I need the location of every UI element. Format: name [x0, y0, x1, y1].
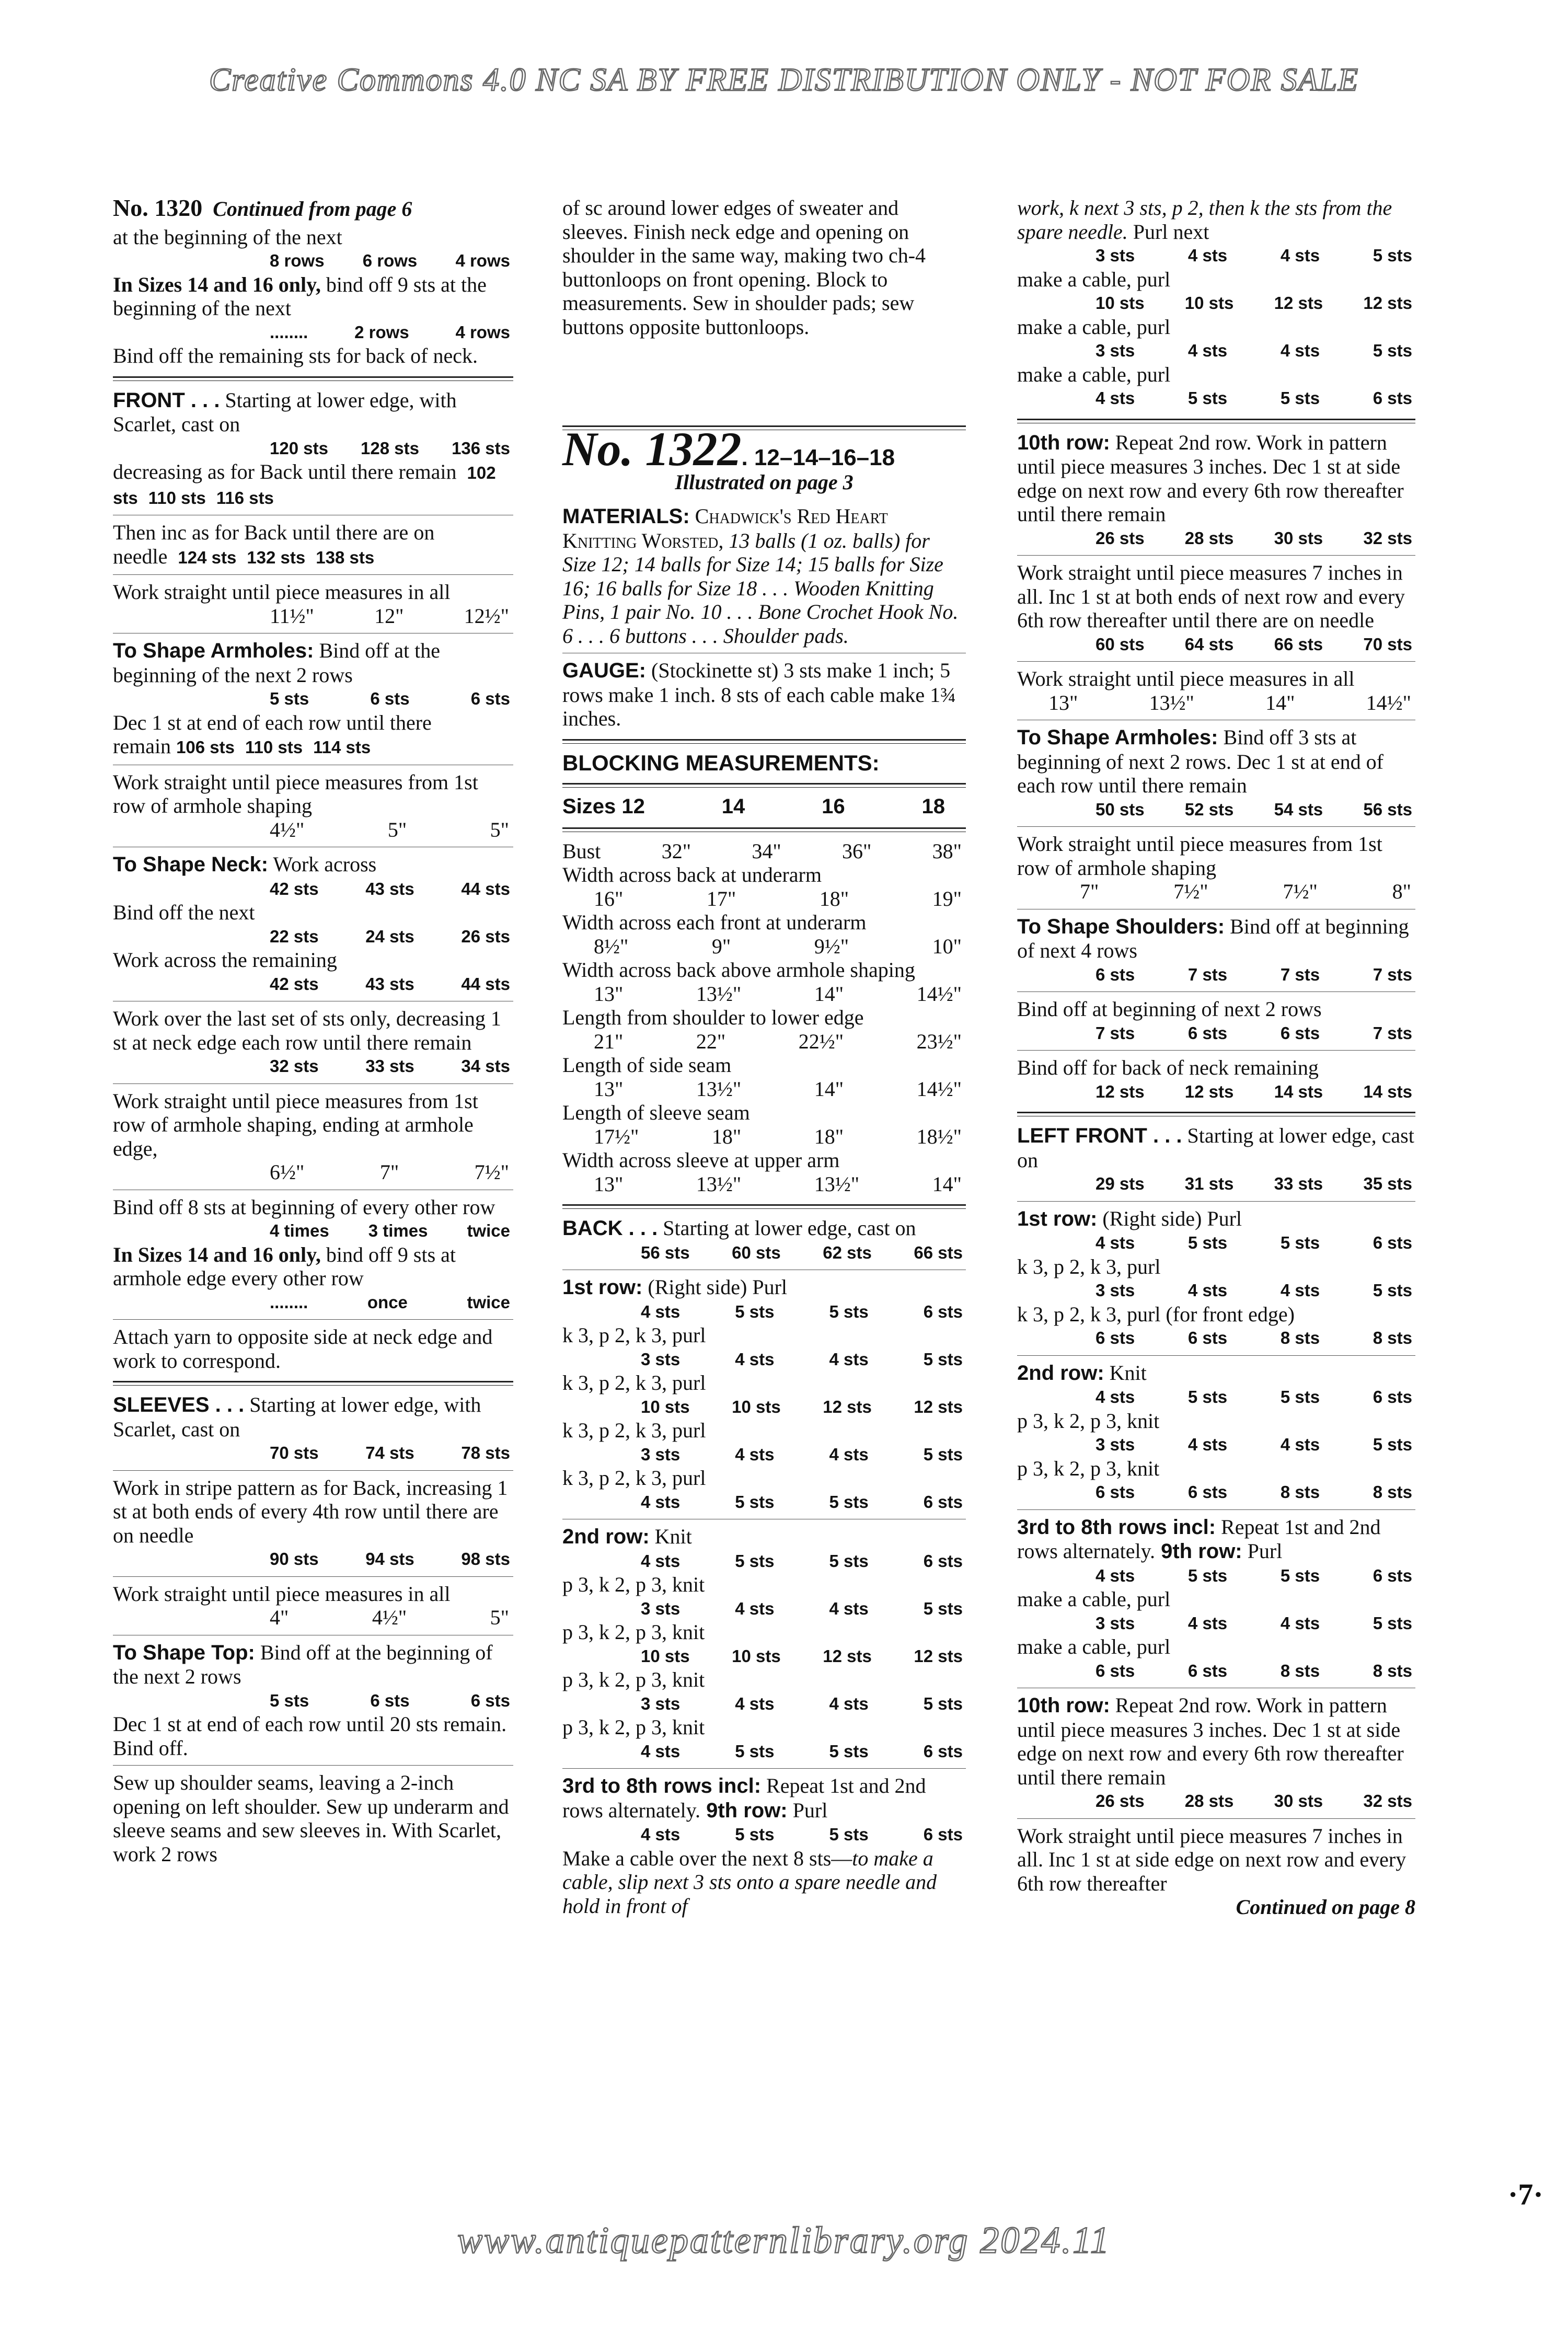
text: Work across the remaining: [113, 948, 337, 972]
divider: [1017, 1818, 1415, 1819]
text: k 3, p 2, k 3, purl: [562, 1371, 706, 1394]
section-heading: BLOCKING MEASUREMENTS:: [562, 750, 880, 775]
values: 3 sts 4 sts 4 sts 5 sts: [641, 1598, 963, 1618]
text: p 3, k 2, p 3, knit: [562, 1620, 705, 1644]
gauge: GAUGE: (Stockinette st) 3 sts make 1 inch; 5 rows make 1 inch. 8 sts of each cable make 1¾ inches.: [562, 659, 956, 730]
values: 3 sts 4 sts 4 sts 5 sts: [1096, 1613, 1412, 1633]
text: Bind off for back of neck remaining: [1017, 1056, 1319, 1079]
values: 32 sts 33 sts 34 sts: [270, 1056, 510, 1076]
values: 13" 13½" 14" 14½": [594, 982, 962, 1006]
values: 22 sts 24 sts 26 sts: [270, 926, 510, 946]
values: ........ once twice: [270, 1292, 510, 1312]
text: p 3, k 2, p 3, knit: [562, 1668, 705, 1691]
text: k 3, p 2, k 3, purl: [562, 1466, 706, 1490]
values: 90 sts 94 sts 98 sts: [270, 1549, 510, 1569]
values: 13" 13½" 13½" 14": [594, 1172, 962, 1196]
text: Width across back at underarm: [562, 863, 822, 886]
text: Work straight until piece measures 7 inches in all. Inc 1 st at side edge on next row and every 6th row thereafter: [1017, 1824, 1406, 1895]
text: Length from shoulder to lower edge: [562, 1006, 864, 1029]
text: at the beginning of the next: [113, 225, 342, 249]
divider: [113, 1576, 513, 1577]
values: 6 sts 7 sts 7 sts 7 sts: [1096, 964, 1412, 984]
column-1: [113, 196, 513, 1866]
text: To Shape Armholes: Bind off 3 sts at beginning of next 2 rows. Dec 1 st at end of each row until there remain: [1017, 725, 1383, 797]
text: Dec 1 st at end of each row until 20 sts remain. Bind off.: [113, 1712, 507, 1760]
text: Width across sleeve at upper arm: [562, 1148, 840, 1172]
text: FRONT . . . Starting at lower edge, with Scarlet, cast on: [113, 388, 457, 436]
text: make a cable, purl: [1017, 1587, 1171, 1611]
values: Bust 32" 34" 36" 38": [562, 839, 962, 863]
values: 3 sts 4 sts 4 sts 5 sts: [1096, 341, 1412, 360]
text: Work straight until piece measures in all: [113, 1582, 451, 1606]
sizes-row: Sizes 12 14 16 18: [562, 795, 945, 818]
values: 26 sts 28 sts 30 sts 32 sts: [1096, 528, 1412, 548]
values: 4 sts 5 sts 5 sts 6 sts: [1096, 1565, 1412, 1585]
values: 17½" 18" 18" 18½": [594, 1124, 962, 1148]
divider: [1017, 1355, 1415, 1356]
pattern-title: No. 1322. 12–14–16–18: [562, 422, 895, 476]
values: 3 sts 4 sts 4 sts 5 sts: [1096, 246, 1412, 265]
values: 6½" 7" 7½": [270, 1160, 509, 1184]
values: 4 sts 5 sts 5 sts 6 sts: [1096, 1387, 1412, 1406]
materials: MATERIALS: Chadwick's Red Heart Knitting Worsted, 13 balls (1 oz. balls) for Size 12; 14 balls for Size 14; 15 balls for Size 16; 16 balls for Size 18 . . . Wooden Knitting Pins, 1 pair No. 10 . . . Bone Crochet Hook No. 6 . . . 6 buttons . . . Shoulder pads.: [562, 504, 959, 648]
text: Then inc as for Back until there are on needle 124 sts 132 sts 138 sts: [113, 521, 435, 568]
divider: [113, 1083, 513, 1084]
text: Sew up shoulder seams, leaving a 2-inch opening on left shoulder. Sew up underarm and sleeve seams and sew sleeves in. With Scarlet, work 2 rows: [113, 1771, 509, 1866]
values: 11½" 12" 12½": [270, 604, 509, 628]
text: Work straight until piece measures 7 inches in all. Inc 1 st at both ends of next row and every 6th row thereafter until there are on needle: [1017, 561, 1405, 632]
illustrated-note: Illustrated on page 3: [675, 470, 854, 494]
values: 29 sts 31 sts 33 sts 35 sts: [1096, 1174, 1412, 1193]
text: of sc around lower edges of sweater and sleeves. Finish neck edge and opening on shoulder in the same way, making two ch-4 buttonloops on front opening. Block to measurements. Sew in shoulder pads; sew buttons opposite buttonloops.: [562, 196, 926, 339]
text: make a cable, purl: [1017, 315, 1171, 339]
values: 70 sts 74 sts 78 sts: [270, 1443, 510, 1462]
text: k 3, p 2, k 3, purl (for front edge): [1017, 1302, 1295, 1326]
values: 3 sts 4 sts 4 sts 5 sts: [1096, 1281, 1412, 1300]
divider: [1017, 1112, 1415, 1116]
text: decreasing as for Back until there remain 102 sts 110 sts 116 sts: [113, 460, 496, 508]
text: make a cable, purl: [1017, 267, 1171, 291]
text: p 3, k 2, p 3, knit: [562, 1715, 705, 1739]
page-number: ·7·: [1508, 2177, 1543, 2211]
values: 4 sts 5 sts 5 sts 6 sts: [1096, 388, 1412, 408]
text: Bind off the remaining sts for back of neck.: [113, 344, 478, 367]
text: To Shape Shoulders: Bind off at beginning of next 4 rows: [1017, 914, 1409, 962]
values: 7 sts 6 sts 6 sts 7 sts: [1096, 1023, 1412, 1043]
divider: [562, 739, 966, 744]
license-banner: Creative Commons 4.0 NC SA BY FREE DISTRIBUTION ONLY - NOT FOR SALE: [209, 62, 1359, 98]
values: 8½" 9" 9½" 10": [594, 934, 962, 958]
text: To Shape Armholes: Bind off at the beginning of the next 2 rows: [113, 639, 440, 687]
text: 1st row: (Right side) Purl: [562, 1275, 788, 1299]
values: 10 sts 10 sts 12 sts 12 sts: [641, 1646, 963, 1666]
text: Work straight until piece measures from 1st row of armhole shaping: [113, 770, 478, 817]
values: 120 sts 128 sts 136 sts: [270, 438, 510, 458]
values: 16" 17" 18" 19": [594, 886, 962, 910]
values: 26 sts 28 sts 30 sts 32 sts: [1096, 1791, 1412, 1811]
text: Bind off the next: [113, 901, 255, 924]
text: 10th row: Repeat 2nd row. Work in pattern until piece measures 3 inches. Dec 1 st at side edge on next row and every 6th row thereafter until there remain: [1017, 1693, 1404, 1789]
divider: [113, 1470, 513, 1471]
divider: [113, 376, 513, 381]
values: 4½" 5" 5": [270, 817, 509, 841]
values: 4 sts 5 sts 5 sts 6 sts: [641, 1301, 963, 1321]
values: ........ 2 rows 4 rows: [270, 322, 510, 342]
values: 12 sts 12 sts 14 sts 14 sts: [1096, 1081, 1412, 1101]
text: Work in stripe pattern as for Back, increasing 1 st at both ends of every 4th row until there are on needle: [113, 1475, 508, 1547]
values: 4 sts 5 sts 5 sts 6 sts: [641, 1492, 963, 1512]
text: In Sizes 14 and 16 only, bind off 9 sts at armhole edge every other row: [113, 1242, 456, 1290]
text: k 3, p 2, k 3, purl: [1017, 1254, 1161, 1278]
values: 5 sts 6 sts 6 sts: [270, 1690, 510, 1710]
values: 3 sts 4 sts 4 sts 5 sts: [641, 1693, 963, 1713]
divider: [1017, 555, 1415, 556]
values: 4 sts 5 sts 5 sts 6 sts: [641, 1551, 963, 1571]
values: 13" 13½" 14" 14½": [594, 1077, 962, 1101]
values: 60 sts 64 sts 66 sts 70 sts: [1096, 634, 1412, 654]
text: make a cable, purl: [1017, 1635, 1171, 1658]
text: Bind off at beginning of next 2 rows: [1017, 997, 1322, 1021]
pattern-continued-heading: No. 1320 Continued from page 6: [113, 194, 412, 221]
text: 1st row: (Right side) Purl: [1017, 1206, 1242, 1230]
text: 3rd to 8th rows incl: Repeat 1st and 2nd rows alternately. 9th row: Purl: [562, 1774, 926, 1822]
text: 10th row: Repeat 2nd row. Work in pattern until piece measures 3 inches. Dec 1 st at side edge on next row and every 6th row thereafter until there remain: [1017, 430, 1404, 526]
values: 6 sts 6 sts 8 sts 8 sts: [1096, 1328, 1412, 1347]
text: Work straight until piece measures in all: [1017, 667, 1355, 690]
values: 3 sts 4 sts 4 sts 5 sts: [641, 1349, 963, 1369]
text: Work over the last set of sts only, decreasing 1 st at neck edge each row until there remain: [113, 1007, 501, 1054]
text: Work straight until piece measures from 1st row of armhole shaping: [1017, 832, 1382, 880]
column-3: [1017, 196, 1415, 1919]
footer-url: www.antiquepatternlibrary.org 2024.11: [457, 2219, 1111, 2261]
text: Attach yarn to opposite side at neck edge and work to correspond.: [113, 1325, 493, 1373]
divider: [113, 1765, 513, 1766]
values: 3 sts 4 sts 4 sts 5 sts: [1096, 1435, 1412, 1454]
continued-note: Continued on page 8: [1236, 1895, 1415, 1919]
values: 3 sts 4 sts 4 sts 5 sts: [641, 1444, 963, 1464]
divider: [562, 1204, 966, 1209]
divider: [1017, 419, 1415, 423]
text: p 3, k 2, p 3, knit: [1017, 1456, 1160, 1480]
text: Make a cable over the next 8 sts—to make a cable, slip next 3 sts onto a spare needle and hold in front of: [562, 1846, 937, 1918]
text: Work straight until piece measures in all: [113, 580, 451, 604]
text: work, k next 3 sts, p 2, then k the sts from the spare needle. Purl next: [1017, 196, 1392, 244]
divider: [1017, 1050, 1415, 1051]
divider: [1017, 1201, 1415, 1202]
divider: [1017, 991, 1415, 992]
text: Width across back above armhole shaping: [562, 958, 915, 982]
divider: [562, 827, 966, 832]
divider: [562, 1768, 966, 1769]
text: p 3, k 2, p 3, knit: [1017, 1409, 1160, 1433]
text: Bind off 8 sts at beginning of every other row: [113, 1195, 495, 1219]
text: p 3, k 2, p 3, knit: [562, 1573, 705, 1596]
values: 4" 4½" 5": [270, 1606, 509, 1629]
text: SLEEVES . . . Starting at lower edge, with Scarlet, cast on: [113, 1393, 481, 1441]
text: To Shape Neck: Work across: [113, 852, 377, 876]
divider: [1017, 661, 1415, 662]
text: 2nd row: Knit: [1017, 1361, 1147, 1385]
divider: [1017, 826, 1415, 827]
values: 21" 22" 22½" 23½": [594, 1029, 962, 1053]
text: In Sizes 14 and 16 only, bind off 9 sts at the beginning of the next: [113, 272, 487, 320]
text: Length of side seam: [562, 1053, 732, 1077]
values: 4 sts 5 sts 5 sts 6 sts: [1096, 1233, 1412, 1252]
values: 56 sts 60 sts 62 sts 66 sts: [641, 1242, 963, 1262]
values: 8 rows 6 rows 4 rows: [270, 251, 510, 270]
values: 13" 13½" 14" 14½": [1048, 690, 1411, 714]
values: 42 sts 43 sts 44 sts: [270, 974, 510, 994]
values: 10 sts 10 sts 12 sts 12 sts: [641, 1397, 963, 1416]
text: 3rd to 8th rows incl: Repeat 1st and 2nd rows alternately. 9th row: Purl: [1017, 1515, 1381, 1563]
column-2: [562, 196, 966, 1918]
values: 6 sts 6 sts 8 sts 8 sts: [1096, 1482, 1412, 1502]
values: 5 sts 6 sts 6 sts: [270, 689, 510, 708]
values: 4 sts 5 sts 5 sts 6 sts: [641, 1741, 963, 1761]
text: make a cable, purl: [1017, 362, 1171, 386]
divider: [562, 783, 966, 788]
text: 2nd row: Knit: [562, 1525, 692, 1548]
values: 7" 7½" 7½" 8": [1080, 880, 1411, 903]
values: 50 sts 52 sts 54 sts 56 sts: [1096, 799, 1412, 819]
text: Width across each front at underarm: [562, 910, 867, 934]
divider: [113, 1381, 513, 1386]
text: To Shape Top: Bind off at the beginning of the next 2 rows: [113, 1640, 493, 1688]
values: 4 sts 5 sts 5 sts 6 sts: [641, 1825, 963, 1844]
text: Length of sleeve seam: [562, 1101, 750, 1124]
text: LEFT FRONT . . . Starting at lower edge, cast on: [1017, 1124, 1414, 1172]
divider: [113, 1319, 513, 1320]
values: 4 times 3 times twice: [270, 1221, 510, 1240]
text: k 3, p 2, k 3, purl: [562, 1419, 706, 1442]
values: 42 sts 43 sts 44 sts: [270, 879, 510, 898]
divider: [113, 574, 513, 575]
divider: [1017, 1509, 1415, 1510]
text: BACK . . . Starting at lower edge, cast on: [562, 1216, 916, 1240]
text: Dec 1 st at end of each row until there remain 106 sts 110 sts 114 sts: [113, 710, 432, 758]
text: k 3, p 2, k 3, purl: [562, 1323, 706, 1347]
text: Work straight until piece measures from 1st row of armhole shaping, ending at armhole edge,: [113, 1089, 478, 1160]
values: 10 sts 10 sts 12 sts 12 sts: [1096, 293, 1412, 313]
values: 6 sts 6 sts 8 sts 8 sts: [1096, 1661, 1412, 1680]
